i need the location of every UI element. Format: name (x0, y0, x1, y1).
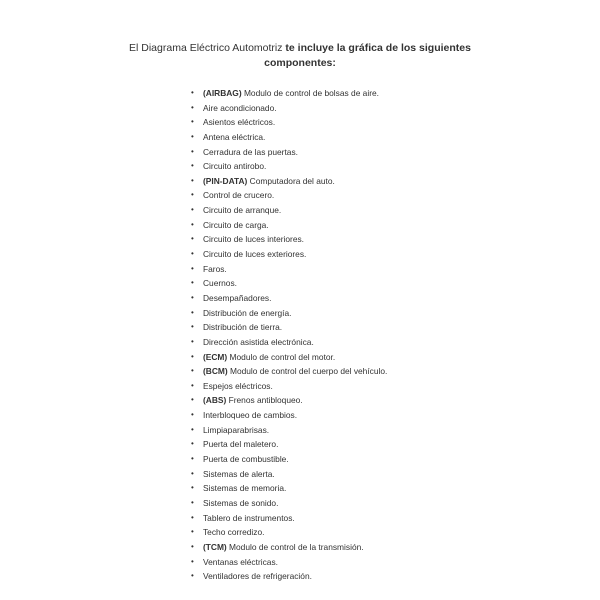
list-item (190, 320, 387, 335)
list-item (190, 379, 387, 394)
list-item (190, 350, 387, 365)
list-item (190, 423, 387, 438)
item-text: Ventiladores de refrigeración. (203, 571, 312, 582)
heading-normal-text: El Diagrama Eléctrico Automotriz (129, 42, 286, 54)
item-code: (TCM) (203, 541, 227, 552)
list-item (190, 511, 387, 526)
bullet-icon: • (191, 527, 194, 537)
bullet-icon: • (191, 380, 194, 390)
bullet-icon: • (191, 234, 194, 244)
list-item (190, 203, 387, 218)
list-item (190, 335, 387, 350)
list-item (190, 262, 387, 277)
bullet-icon: • (191, 336, 194, 346)
bullet-icon: • (191, 512, 194, 522)
list-item (190, 247, 387, 262)
item-text: Distribución de energía. (203, 307, 292, 318)
item-text: Faros. (203, 263, 227, 274)
item-text: Modulo de control del motor. (227, 351, 336, 362)
item-text: Circuito de luces interiores. (203, 234, 305, 245)
list-item (190, 481, 387, 496)
item-text: Aire acondicionado. (203, 102, 277, 113)
bullet-icon: • (191, 424, 194, 434)
list-item (190, 306, 387, 321)
item-code: (BCM) (203, 366, 228, 377)
list-item (190, 174, 387, 189)
item-text: Modulo de control de la transmisión. (226, 541, 364, 552)
heading-bold-text-line1: te incluye la gráfica de los siguientes (285, 42, 471, 54)
bullet-icon: • (191, 263, 194, 273)
item-text: Ventanas eléctricas. (203, 556, 278, 567)
bullet-icon: • (191, 161, 194, 171)
list-item (190, 86, 387, 101)
item-text: Tablero de instrumentos. (203, 512, 295, 523)
bullet-icon: • (191, 541, 194, 551)
item-text: Circuito antirobo. (203, 161, 267, 172)
item-text: Dirección asistida electrónica. (203, 336, 314, 347)
bullet-icon: • (191, 395, 194, 405)
bullet-icon: • (191, 146, 194, 156)
list-item (190, 540, 387, 555)
bullet-icon: • (191, 190, 194, 200)
item-text: Cuernos. (203, 278, 237, 289)
item-text: Sistemas de sonido. (203, 497, 279, 508)
item-code: (ECM) (203, 351, 228, 362)
list-item (190, 408, 387, 423)
item-text: Circuito de arranque. (203, 205, 282, 216)
item-text: Antena eléctrica. (203, 131, 266, 142)
item-text: Cerradura de las puertas. (203, 146, 298, 157)
item-text: Modulo de control de bolsas de aire. (241, 88, 379, 98)
bullet-icon: • (191, 278, 194, 288)
item-text: Computadora del auto. (247, 175, 335, 186)
bullet-icon: • (191, 175, 194, 185)
list-item (190, 525, 387, 540)
component-list (190, 86, 387, 584)
list-item (190, 496, 387, 511)
bullet-icon: • (191, 497, 194, 507)
item-text: Sistemas de memoria. (203, 483, 287, 494)
heading-bold-text-line2: componentes: (264, 57, 336, 69)
bullet-icon: • (191, 102, 194, 112)
bullet-icon: • (191, 249, 194, 259)
bullet-icon: • (191, 556, 194, 566)
item-code: (AIRBAG) (203, 88, 242, 98)
item-text: Espejos eléctricos. (203, 380, 273, 391)
list-item (190, 101, 387, 116)
item-text: Puerta del maletero. (203, 439, 279, 450)
bullet-icon: • (191, 219, 194, 229)
list-item (190, 452, 387, 467)
list-item (190, 188, 387, 203)
item-text: Distribución de tierra. (203, 322, 283, 333)
item-text: Circuito de luces exteriores. (203, 249, 307, 260)
bullet-icon: • (191, 439, 194, 449)
item-text: Puerta de combustible. (203, 454, 289, 465)
list-item (190, 291, 387, 306)
list-item (190, 467, 387, 482)
item-text: Circuito de carga. (203, 219, 269, 230)
list-item (190, 393, 387, 408)
item-text: Control de crucero. (203, 190, 275, 201)
item-text: Limpiaparabrisas. (203, 424, 270, 435)
bullet-icon: • (191, 366, 194, 376)
list-item (190, 437, 387, 452)
list-item (190, 145, 387, 160)
list-item (190, 115, 387, 130)
item-text: Desempañadores. (203, 292, 272, 303)
bullet-icon: • (191, 454, 194, 464)
bullet-icon: • (191, 322, 194, 332)
bullet-icon: • (191, 468, 194, 478)
bullet-icon: • (191, 307, 194, 317)
item-text: Modulo de control del cuerpo del vehículo. (227, 366, 388, 377)
list-item (190, 364, 387, 379)
list-item (190, 159, 387, 174)
item-text: Sistemas de alerta. (203, 468, 275, 479)
list-item (190, 555, 387, 570)
bullet-icon: • (191, 131, 194, 141)
item-text: Frenos antibloqueo. (226, 395, 303, 406)
bullet-icon: • (191, 410, 194, 420)
list-item (190, 130, 387, 145)
bullet-icon: • (191, 483, 194, 493)
item-text: Asientos eléctricos. (203, 117, 276, 128)
list-item (190, 276, 387, 291)
item-text: Techo corredizo. (203, 527, 265, 538)
bullet-icon: • (191, 292, 194, 302)
list-item (190, 218, 387, 233)
item-code: (ABS) (203, 395, 227, 406)
bullet-icon: • (191, 571, 194, 581)
bullet-icon: • (191, 205, 194, 215)
list-item (190, 569, 387, 584)
bullet-icon: • (191, 117, 194, 127)
item-code: (PIN-DATA) (203, 175, 248, 186)
document-heading (40, 41, 560, 71)
bullet-icon: • (191, 88, 194, 97)
item-text: Interbloqueo de cambios. (203, 410, 298, 421)
list-item (190, 232, 387, 247)
bullet-icon: • (191, 351, 194, 361)
